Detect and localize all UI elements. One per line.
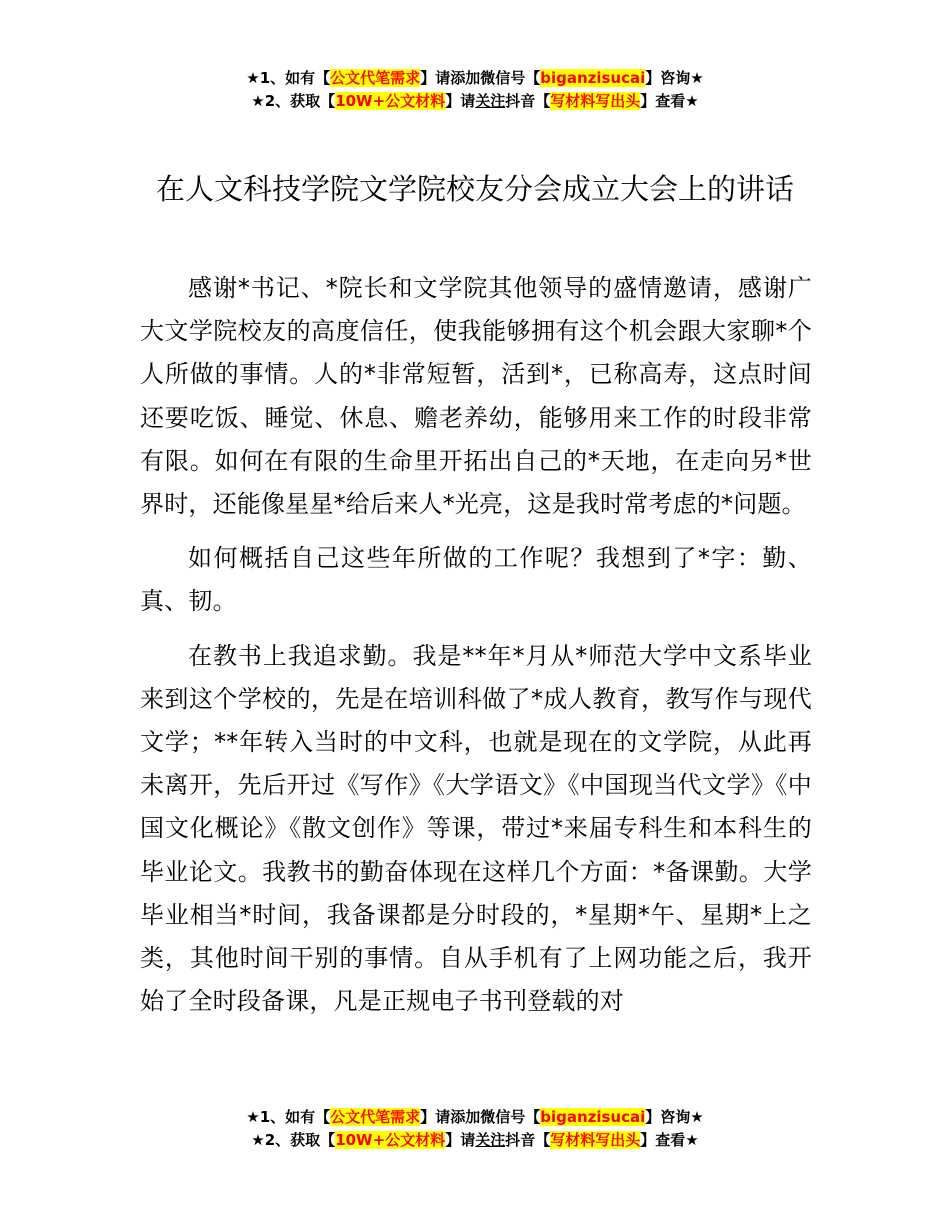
footer-promo-line-1: ★1、如有【公文代笔需求】请添加微信号【biganzisucai】咨询★ <box>246 1108 704 1126</box>
highlight-douyin-account: 写材料写出头 <box>550 92 641 110</box>
follow-underlined-text: 关注 <box>475 92 506 110</box>
highlight-wechat-id: biganzisucai <box>540 69 646 87</box>
highlight-materials: 10W+公文材料 <box>335 1131 446 1149</box>
paragraph-1: 感谢*书记、*院长和文学院其他领导的盛情邀请，感谢广大文学院校友的高度信任，使我能够拥有这个机会跟大家聊*个人所做的事情。人的*非常短暂，活到*，已称高寿，这点时间还要吃饭、睡觉、休息、赡老养幼，能够用来工作的时段非常有限。如何在有限的生命里开拓出自己的*天地，在走向另*世界时，还能像星星*给后来人*光亮，这是我时常考虑的*问题。 <box>140 274 812 519</box>
follow-underlined-text: 关注 <box>475 1131 506 1149</box>
header-promo-line-1: ★1、如有【公文代笔需求】请添加微信号【biganzisucai】咨询★ <box>246 69 704 87</box>
highlight-materials: 10W+公文材料 <box>335 92 446 110</box>
footer-promo-line-2: ★2、获取【10W+公文材料】请关注抖音【写材料写出头】查看★ <box>251 1131 699 1149</box>
header-promo-banner <box>0 67 950 113</box>
paragraph-3: 在教书上我追求勤。我是**年*月从*师范大学中文系毕业来到这个学校的，先是在培训科做了*成人教育，教写作与现代文学；**年转入当时的中文科，也就是现在的文学院，从此再未离开，先后开过《写作》《大学语文》《中国现当代文学》《中国文化概论》《散文创作》等课，带过*来届专科生和本科生的毕业论文。我教书的勤奋体现在这样几个方面：*备课勤。大学毕业相当*时间，我备课都是分时段的，*星期*午、星期*上之类，其他时间干别的事情。自从手机有了上网功能之后，我开始了全时段备课，凡是正规电子书刊登载的对 <box>140 641 812 1016</box>
header-promo-line-2: ★2、获取【10W+公文材料】请关注抖音【写材料写出头】查看★ <box>251 92 699 110</box>
document-body <box>140 267 812 1034</box>
highlight-wechat-id: biganzisucai <box>540 1108 646 1126</box>
highlight-douyin-account: 写材料写出头 <box>550 1131 641 1149</box>
document-title: 在人文科技学院文学院校友分会成立大会上的讲话 <box>155 172 794 206</box>
paragraph-2: 如何概括自己这些年所做的工作呢？我想到了*字：勤、真、韧。 <box>140 544 812 616</box>
footer-promo-banner <box>0 1106 950 1152</box>
highlight-ghostwriting: 公文代笔需求 <box>330 69 421 87</box>
highlight-ghostwriting: 公文代笔需求 <box>330 1108 421 1126</box>
